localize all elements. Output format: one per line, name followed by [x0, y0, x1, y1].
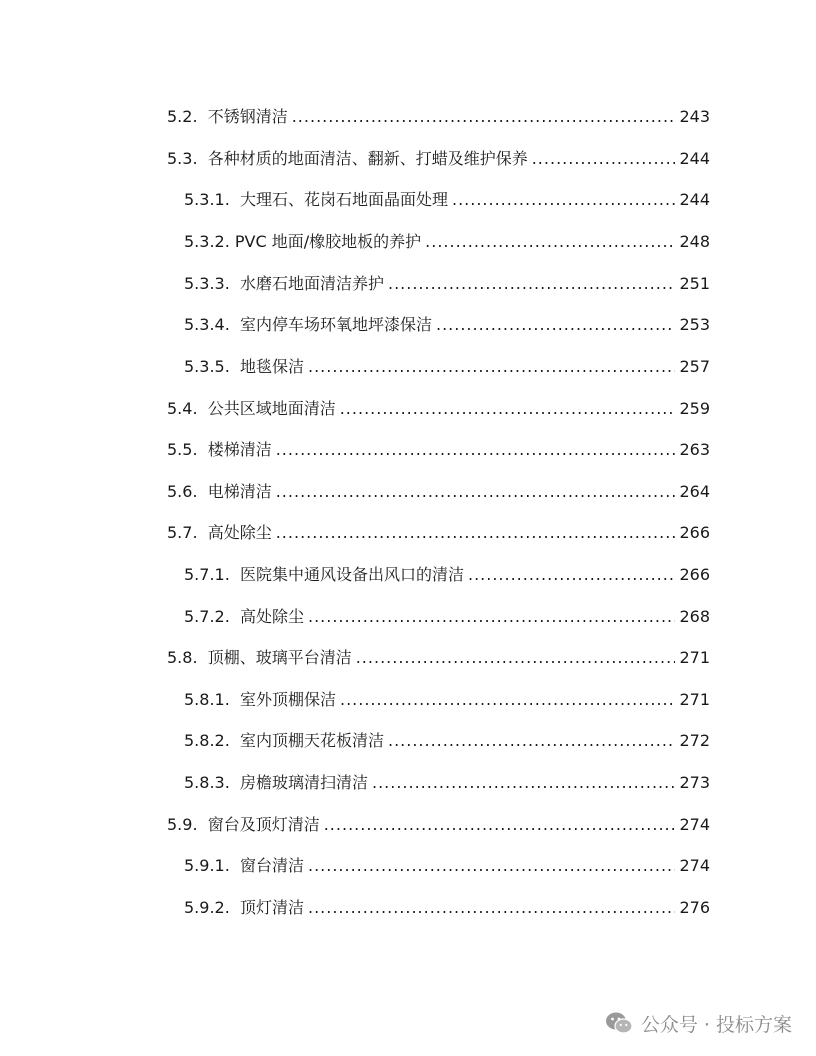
dot-leader — [308, 895, 675, 921]
toc-entry-title: 公共区域地面清洁 — [207, 399, 336, 418]
toc-entry-page: 266 — [679, 565, 710, 584]
dot-leader — [308, 853, 675, 879]
toc-entry-page: 251 — [679, 274, 710, 293]
toc-entry-title: 室内停车场环氧地坪漆保洁 — [239, 315, 432, 334]
toc-entry[interactable] — [184, 187, 710, 213]
dot-leader — [452, 187, 675, 213]
toc-entry-title: 大理石、花岗石地面晶面处理 — [239, 190, 448, 209]
toc-entry-page: 274 — [679, 856, 710, 875]
toc-entry[interactable] — [184, 229, 710, 255]
toc-entry-title: 医院集中通风设备出风口的清洁 — [239, 565, 464, 584]
toc-entry-title: 各种材质的地面清洁、翻新、打蜡及维护保养 — [207, 149, 528, 168]
toc-entry-page: 272 — [679, 731, 710, 750]
dot-leader — [388, 728, 675, 754]
toc-entry-page: 276 — [679, 898, 710, 917]
toc-entry-page: 243 — [679, 107, 710, 126]
toc-entry-number: 5.7. — [167, 523, 198, 542]
toc-entry-number: 5.9.1. — [184, 856, 230, 875]
watermark-text: 公众号 · 投标方案 — [640, 1013, 792, 1036]
toc-entry-number: 5.4. — [167, 399, 198, 418]
toc-entry-page: 266 — [679, 523, 710, 542]
toc-entry-page: 253 — [679, 315, 710, 334]
dot-leader — [276, 479, 676, 505]
dot-leader — [308, 354, 675, 380]
toc-entry-title: 室外顶棚保洁 — [239, 690, 336, 709]
dot-leader — [340, 687, 675, 713]
toc-entry[interactable] — [184, 312, 710, 338]
toc-entry-title: 室内顶棚天花板清洁 — [239, 731, 384, 750]
toc-entry-number: 5.8.1. — [184, 690, 230, 709]
toc-entry[interactable] — [167, 146, 710, 172]
toc-entry[interactable] — [167, 396, 710, 422]
toc-entry[interactable] — [184, 770, 710, 796]
toc-entry[interactable] — [167, 645, 710, 671]
dot-leader — [324, 812, 676, 838]
dot-leader — [276, 520, 676, 546]
toc-entry[interactable] — [167, 812, 710, 838]
dot-leader — [356, 645, 676, 671]
toc-entry[interactable] — [184, 687, 710, 713]
toc-entry-page: 257 — [679, 357, 710, 376]
toc-entry-number: 5.8. — [167, 648, 198, 667]
toc-entry-title: 窗台清洁 — [239, 856, 304, 875]
toc-entry[interactable] — [184, 604, 710, 630]
toc-entry-title: 水磨石地面清洁养护 — [239, 274, 384, 293]
toc-entry-title: 高处除尘 — [239, 607, 304, 626]
toc-entry-number: 5.8.3. — [184, 773, 230, 792]
toc-entry[interactable] — [167, 520, 710, 546]
toc-entry[interactable] — [184, 728, 710, 754]
toc-entry-number: 5.3.2. — [184, 232, 230, 251]
dot-leader — [532, 146, 676, 172]
toc-entry-title: 地毯保洁 — [239, 357, 304, 376]
dot-leader — [372, 770, 675, 796]
toc-entry[interactable] — [184, 271, 710, 297]
dot-leader — [340, 396, 676, 422]
toc-entry-number: 5.7.2. — [184, 607, 230, 626]
toc-entry-title: 电梯清洁 — [207, 482, 272, 501]
toc-entry-number: 5.9. — [167, 815, 198, 834]
toc-entry-number: 5.3.5. — [184, 357, 230, 376]
toc-entry-number: 5.3.1. — [184, 190, 230, 209]
toc-entry-title: 顶灯清洁 — [239, 898, 304, 917]
toc-entry-page: 263 — [679, 440, 710, 459]
toc-entry-number: 5.2. — [167, 107, 198, 126]
toc-entry[interactable] — [184, 853, 710, 879]
toc-entry-number: 5.9.2. — [184, 898, 230, 917]
dot-leader — [308, 604, 675, 630]
toc-entry-page: 264 — [679, 482, 710, 501]
toc-entry-page: 273 — [679, 773, 710, 792]
dot-leader — [276, 437, 676, 463]
toc-entry-title: 楼梯清洁 — [207, 440, 272, 459]
toc-entry[interactable] — [167, 437, 710, 463]
toc-entry-page: 271 — [679, 690, 710, 709]
toc-entry-title: 不锈钢清洁 — [207, 107, 288, 126]
toc-entry[interactable] — [184, 354, 710, 380]
toc-entry-title: 顶棚、玻璃平台清洁 — [207, 648, 352, 667]
toc-entry-title: 窗台及顶灯清洁 — [207, 815, 320, 834]
toc-entry-number: 5.3.4. — [184, 315, 230, 334]
toc-entry-title: 房檐玻璃清扫清洁 — [239, 773, 368, 792]
toc-entry-number: 5.8.2. — [184, 731, 230, 750]
watermark — [605, 1008, 792, 1038]
toc-entry-page: 244 — [679, 190, 710, 209]
toc-entry-title: 高处除尘 — [207, 523, 272, 542]
toc-entry-page: 274 — [679, 815, 710, 834]
toc-entry[interactable] — [184, 895, 710, 921]
toc-entry-page: 271 — [679, 648, 710, 667]
dot-leader — [468, 562, 675, 588]
toc-entry[interactable] — [184, 562, 710, 588]
dot-leader — [436, 312, 675, 338]
dot-leader — [292, 104, 676, 130]
toc-entry-title: PVC 地面/橡胶地板的养护 — [234, 232, 422, 251]
wechat-icon — [605, 1011, 633, 1035]
toc-entry-number: 5.5. — [167, 440, 198, 459]
toc-entry-number: 5.6. — [167, 482, 198, 501]
toc-entry[interactable] — [167, 104, 710, 130]
dot-leader — [388, 271, 675, 297]
toc-entry-page: 248 — [679, 232, 710, 251]
toc-entry-page: 244 — [679, 149, 710, 168]
toc-entry-page: 268 — [679, 607, 710, 626]
toc-entry-number: 5.7.1. — [184, 565, 230, 584]
toc-entry-number: 5.3. — [167, 149, 198, 168]
toc-entry-number: 5.3.3. — [184, 274, 230, 293]
dot-leader — [425, 229, 675, 255]
toc-entry-page: 259 — [679, 399, 710, 418]
toc-entry[interactable] — [167, 479, 710, 505]
